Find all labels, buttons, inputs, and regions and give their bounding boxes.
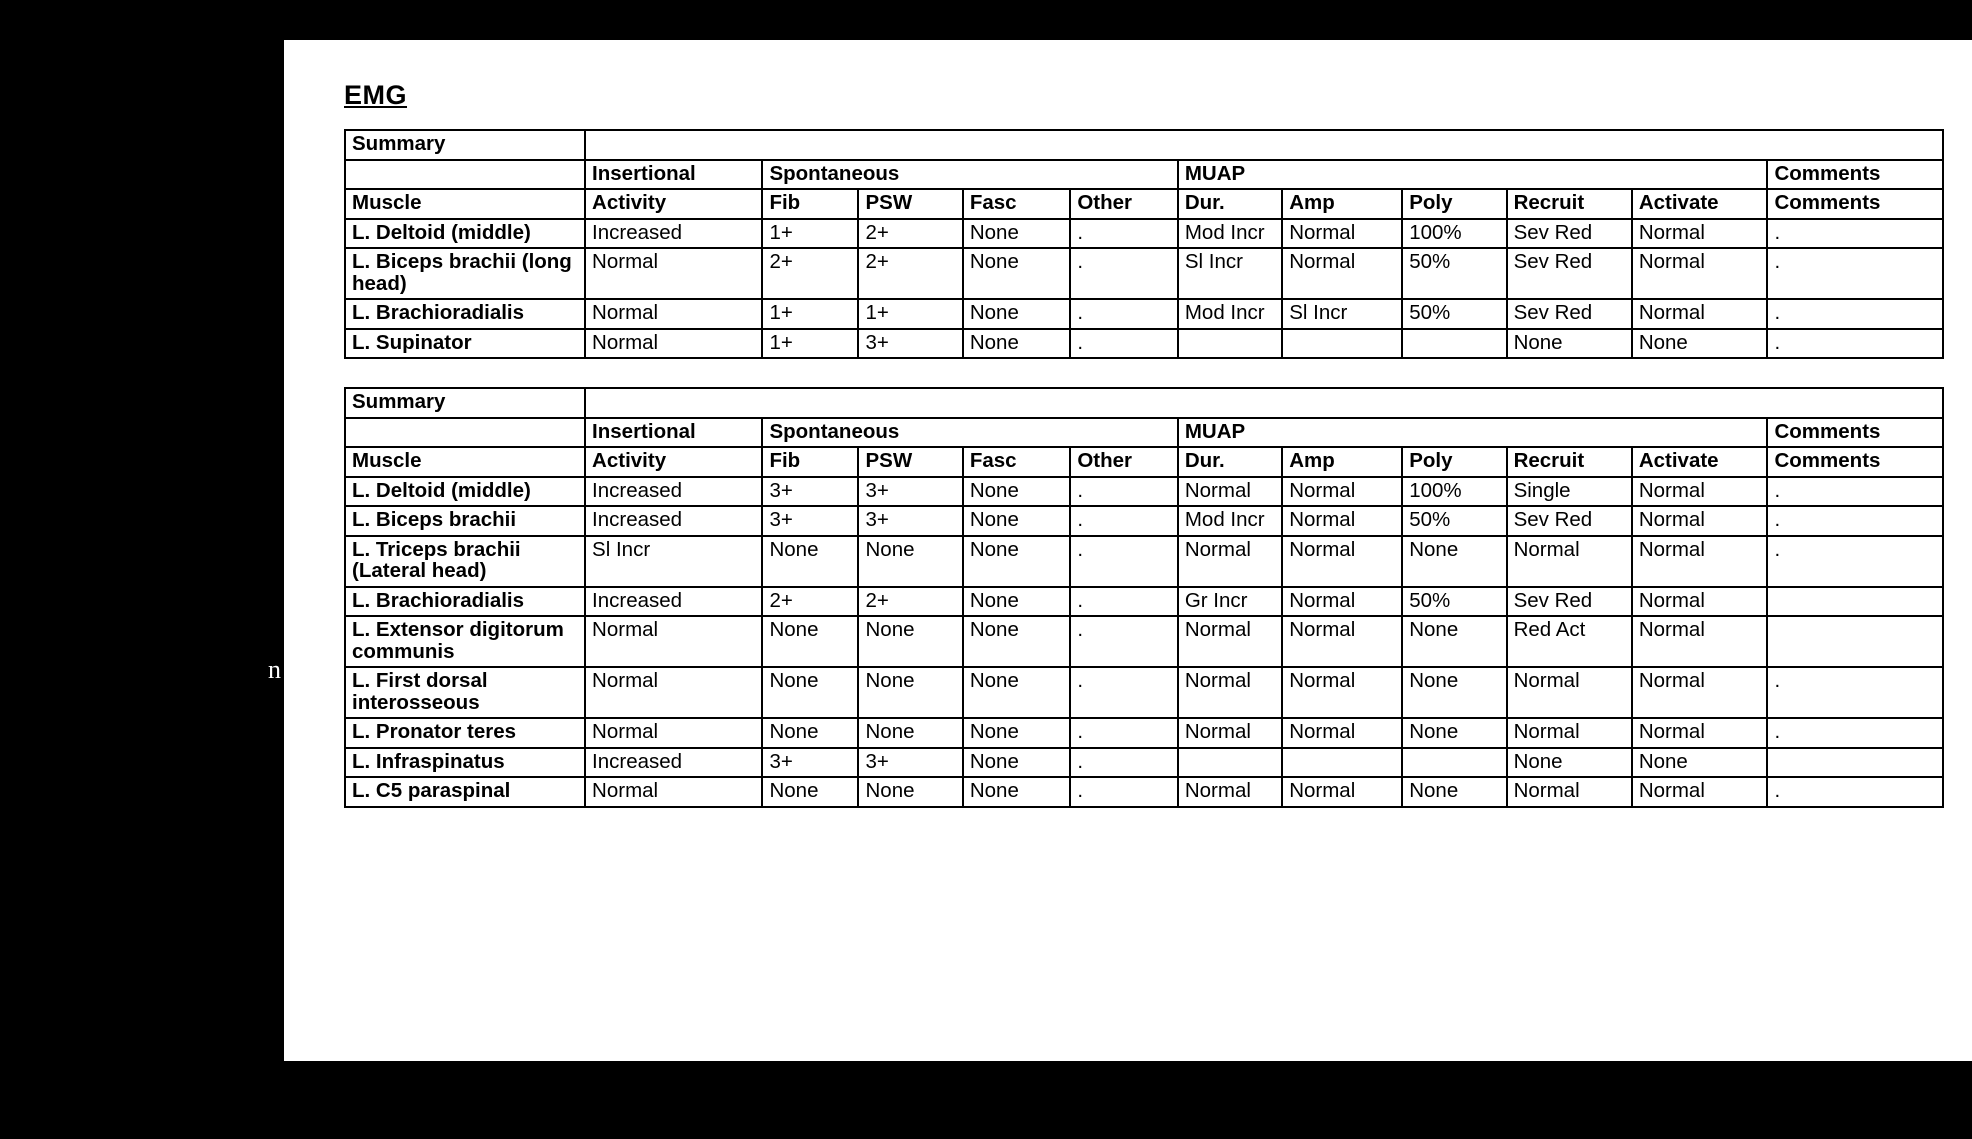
cell-activate: Normal [1632,506,1768,536]
emg-table-1 [344,129,1944,359]
cell-muscle: L. First dorsal interosseous [345,667,585,718]
cell-activity: Normal [585,329,762,359]
cell-comments: . [1767,777,1943,807]
cell-fasc: None [963,219,1071,249]
cell-other: . [1070,506,1178,536]
col-other: Other [1070,447,1178,477]
cell-muscle: L. Infraspinatus [345,748,585,778]
table-header-row-groups [345,160,1943,190]
cell-dur: Normal [1178,777,1282,807]
table-row [345,777,1943,807]
emg-table-2 [344,387,1944,808]
table-row [345,219,1943,249]
cell-amp [1282,329,1402,359]
cell-other: . [1070,477,1178,507]
col-comments: Comments [1767,447,1943,477]
summary-label: Summary [345,130,585,160]
table-header-row-summary [345,130,1943,160]
cell-activity: Increased [585,219,762,249]
cell-amp [1282,748,1402,778]
cell-amp: Normal [1282,667,1402,718]
cell-activity: Normal [585,667,762,718]
group-muap: MUAP [1178,418,1768,448]
cell-other: . [1070,616,1178,667]
cell-psw: None [858,536,962,587]
cell-psw: 3+ [858,506,962,536]
col-amp: Amp [1282,189,1402,219]
cell-comments: . [1767,219,1943,249]
table-header-row-summary [345,388,1943,418]
cell-activate: Normal [1632,587,1768,617]
cell-amp: Normal [1282,219,1402,249]
col-recruit: Recruit [1507,189,1632,219]
left-black-margin [0,0,284,1061]
cell-recruit: Sev Red [1507,248,1632,299]
cell-fasc: None [963,477,1071,507]
col-activity: Activity [585,447,762,477]
cell-psw: 2+ [858,587,962,617]
group-empty-cell [345,160,585,190]
cell-activity: Normal [585,777,762,807]
cell-comments: . [1767,536,1943,587]
page-title: EMG [344,80,408,110]
cell-fasc: None [963,587,1071,617]
cell-fasc: None [963,748,1071,778]
group-empty-cell [345,418,585,448]
col-psw: PSW [858,447,962,477]
table-row [345,616,1943,667]
col-muscle: Muscle [345,447,585,477]
col-recruit: Recruit [1507,447,1632,477]
cell-muscle: L. Supinator [345,329,585,359]
cell-dur [1178,329,1282,359]
cell-poly: 50% [1402,299,1506,329]
cell-comments [1767,587,1943,617]
cell-dur: Mod Incr [1178,219,1282,249]
cell-amp: Normal [1282,718,1402,748]
cell-poly: None [1402,616,1506,667]
cell-fib: 1+ [762,329,858,359]
cell-dur: Mod Incr [1178,299,1282,329]
cell-other: . [1070,667,1178,718]
cell-fasc: None [963,329,1071,359]
cell-activity: Sl Incr [585,536,762,587]
table-row [345,248,1943,299]
table-row [345,718,1943,748]
col-muscle: Muscle [345,189,585,219]
col-poly: Poly [1402,447,1506,477]
cell-psw: None [858,616,962,667]
cell-recruit: Normal [1507,777,1632,807]
cell-fasc: None [963,248,1071,299]
cell-activate: Normal [1632,477,1768,507]
col-fib: Fib [762,447,858,477]
cell-activate: Normal [1632,777,1768,807]
cell-poly: None [1402,667,1506,718]
cell-other: . [1070,219,1178,249]
cell-comments [1767,616,1943,667]
cell-other: . [1070,248,1178,299]
col-psw: PSW [858,189,962,219]
cell-amp: Normal [1282,506,1402,536]
table-row [345,506,1943,536]
col-fib: Fib [762,189,858,219]
cell-recruit: Sev Red [1507,506,1632,536]
cell-other: . [1070,587,1178,617]
cell-fib: 1+ [762,219,858,249]
cell-poly: None [1402,777,1506,807]
cell-muscle: L. Brachioradialis [345,299,585,329]
cell-muscle: L. Pronator teres [345,718,585,748]
cell-recruit: None [1507,329,1632,359]
cell-muscle: L. Brachioradialis [345,587,585,617]
table-row [345,329,1943,359]
cell-fib: 1+ [762,299,858,329]
cell-activate: Normal [1632,248,1768,299]
cell-amp: Normal [1282,248,1402,299]
handwritten-ellipse-annotation [1199,1087,1505,1139]
cell-psw: 3+ [858,477,962,507]
cell-muscle: L. Triceps brachii (Lateral head) [345,536,585,587]
cell-dur: Gr Incr [1178,587,1282,617]
table-header-row-groups [345,418,1943,448]
cell-psw: None [858,667,962,718]
group-comments: Comments [1767,160,1943,190]
table-header-row-columns [345,189,1943,219]
cell-fib: None [762,536,858,587]
cell-fasc: None [963,718,1071,748]
cell-poly: 100% [1402,219,1506,249]
cell-comments [1767,748,1943,778]
cell-muscle: L. Biceps brachii [345,506,585,536]
table-row [345,477,1943,507]
cell-muscle: L. Extensor digitorum communis [345,616,585,667]
cell-comments: . [1767,329,1943,359]
cell-activate: None [1632,748,1768,778]
emg-table-1-wrapper [344,129,1904,359]
cell-recruit: Single [1507,477,1632,507]
cell-other: . [1070,748,1178,778]
emg-table-2-wrapper [344,387,1904,808]
col-activity: Activity [585,189,762,219]
cell-dur: Sl Incr [1178,248,1282,299]
cell-activate: Normal [1632,536,1768,587]
cell-fasc: None [963,777,1071,807]
cell-psw: 3+ [858,748,962,778]
summary-label: Summary [345,388,585,418]
cell-fib: 2+ [762,248,858,299]
col-other: Other [1070,189,1178,219]
col-comments: Comments [1767,189,1943,219]
group-comments: Comments [1767,418,1943,448]
cell-activity: Normal [585,616,762,667]
cell-amp: Normal [1282,587,1402,617]
cell-fasc: None [963,667,1071,718]
cell-recruit: Normal [1507,667,1632,718]
col-poly: Poly [1402,189,1506,219]
cell-activate: Normal [1632,299,1768,329]
cell-recruit: Red Act [1507,616,1632,667]
summary-blank [585,130,1943,160]
cell-psw: None [858,718,962,748]
cell-activate: Normal [1632,219,1768,249]
cell-other: . [1070,299,1178,329]
cell-dur: Normal [1178,536,1282,587]
cell-poly [1402,329,1506,359]
col-fasc: Fasc [963,189,1071,219]
cell-psw: 3+ [858,329,962,359]
cell-amp: Normal [1282,777,1402,807]
cell-psw: None [858,777,962,807]
cell-poly [1402,748,1506,778]
cell-comments: . [1767,248,1943,299]
cell-muscle: L. Biceps brachii (long head) [345,248,585,299]
cell-psw: 1+ [858,299,962,329]
cell-dur: Mod Incr [1178,506,1282,536]
cell-recruit: Sev Red [1507,299,1632,329]
cell-comments: . [1767,506,1943,536]
cell-fasc: None [963,299,1071,329]
cell-poly: None [1402,718,1506,748]
cell-poly: None [1402,536,1506,587]
group-muap: MUAP [1178,160,1768,190]
cell-fib: None [762,667,858,718]
cell-activate: None [1632,329,1768,359]
scanned-page [284,40,1972,1061]
cell-activate: Normal [1632,667,1768,718]
table-row [345,299,1943,329]
group-insertional: Insertional [585,418,762,448]
cell-activity: Normal [585,248,762,299]
cell-muscle: L. C5 paraspinal [345,777,585,807]
cell-activate: Normal [1632,718,1768,748]
cell-other: . [1070,329,1178,359]
cell-fib: 3+ [762,477,858,507]
col-dur: Dur. [1178,447,1282,477]
cell-muscle: L. Deltoid (middle) [345,477,585,507]
cell-fib: 3+ [762,748,858,778]
cell-recruit: None [1507,748,1632,778]
group-spontaneous: Spontaneous [762,418,1177,448]
cell-dur: Normal [1178,667,1282,718]
cell-fib: None [762,616,858,667]
stray-margin-text: n [268,655,281,684]
cell-other: . [1070,777,1178,807]
emg-report [344,80,1904,836]
cell-comments: . [1767,718,1943,748]
cell-recruit: Sev Red [1507,587,1632,617]
cell-activate: Normal [1632,616,1768,667]
cell-comments: . [1767,477,1943,507]
cell-recruit: Normal [1507,718,1632,748]
cell-activity: Increased [585,506,762,536]
cell-activity: Increased [585,748,762,778]
cell-fasc: None [963,616,1071,667]
cell-recruit: Normal [1507,536,1632,587]
cell-fib: 3+ [762,506,858,536]
table-row [345,536,1943,587]
cell-fasc: None [963,506,1071,536]
cell-amp: Normal [1282,616,1402,667]
cell-fib: None [762,777,858,807]
table-row [345,748,1943,778]
cell-dur: Normal [1178,477,1282,507]
col-dur: Dur. [1178,189,1282,219]
cell-dur: Normal [1178,616,1282,667]
cell-poly: 100% [1402,477,1506,507]
col-activate: Activate [1632,447,1768,477]
cell-poly: 50% [1402,506,1506,536]
cell-activity: Normal [585,299,762,329]
cell-activity: Normal [585,718,762,748]
cell-amp: Sl Incr [1282,299,1402,329]
cell-psw: 2+ [858,219,962,249]
table-row [345,667,1943,718]
cell-dur [1178,748,1282,778]
cell-muscle: L. Deltoid (middle) [345,219,585,249]
cell-other: . [1070,718,1178,748]
cell-activity: Increased [585,587,762,617]
cell-amp: Normal [1282,477,1402,507]
summary-blank [585,388,1943,418]
col-fasc: Fasc [963,447,1071,477]
cell-poly: 50% [1402,248,1506,299]
cell-fib: 2+ [762,587,858,617]
cell-poly: 50% [1402,587,1506,617]
cell-amp: Normal [1282,536,1402,587]
group-insertional: Insertional [585,160,762,190]
cell-psw: 2+ [858,248,962,299]
col-amp: Amp [1282,447,1402,477]
cell-fib: None [762,718,858,748]
cell-fasc: None [963,536,1071,587]
table-row [345,587,1943,617]
cell-dur: Normal [1178,718,1282,748]
cell-activity: Increased [585,477,762,507]
cell-comments: . [1767,667,1943,718]
group-spontaneous: Spontaneous [762,160,1177,190]
col-activate: Activate [1632,189,1768,219]
cell-other: . [1070,536,1178,587]
cell-recruit: Sev Red [1507,219,1632,249]
table-header-row-columns [345,447,1943,477]
cell-comments: . [1767,299,1943,329]
